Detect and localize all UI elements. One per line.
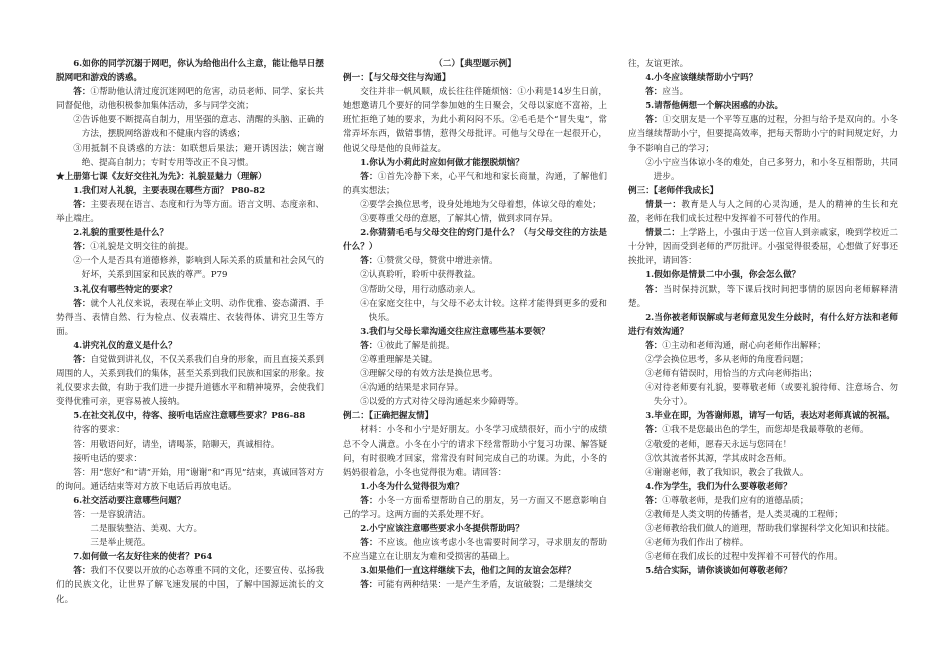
answer-item bbox=[343, 381, 607, 395]
paragraph-text: ①礼貌是文明交往的前提。 bbox=[90, 242, 194, 253]
answer-item bbox=[56, 536, 324, 550]
answer bbox=[56, 240, 324, 254]
answer-label: 答： bbox=[645, 340, 663, 351]
question bbox=[56, 57, 324, 85]
answer bbox=[56, 564, 324, 606]
paragraph-text: ①帮助他认清过度沉迷网吧的危害，动员老师、同学、家长共同督促他，动他积极参加集体活动，多与同学交流； bbox=[56, 87, 324, 112]
paragraph-text: 自觉做到讲礼仪，不仅关系我们自身的形象，而且直接关系到周围的人，关系到我们的集体，甚至关系到我们民族和国家的形象。按礼仪要求去做，有助于我们进一步提升道德水平和精神境界，会使我们变得优雅可亲，更容易被人接纳。 bbox=[56, 354, 324, 408]
paragraph-text: 2.当你被老师误解或与老师意见发生分歧时，有什么好方法和老师进行有效沟通？ bbox=[628, 312, 898, 337]
column-right bbox=[628, 57, 898, 578]
section-heading bbox=[343, 71, 607, 85]
answer-label: 答： bbox=[360, 580, 378, 591]
answer-label: 答： bbox=[360, 256, 378, 267]
paragraph-text: ①彼此了解是前提。 bbox=[377, 340, 455, 351]
answer-item bbox=[628, 522, 898, 536]
answer-item bbox=[628, 353, 898, 367]
paragraph-text: ⑤老师在我们成长的过程中发挥着不可替代的作用。 bbox=[645, 552, 843, 563]
section-heading bbox=[56, 170, 324, 184]
paragraph-text: 答：用“您好”和“请”开始，用“谢谢”和“再见”结束，真诚回答对方的询问。通话结束等对方放下电话后再放电话。 bbox=[56, 467, 324, 492]
section-heading bbox=[343, 409, 607, 423]
question bbox=[56, 283, 324, 297]
paragraph-text: ⑤以爱的方式对待父母沟通起来少障碍等。 bbox=[360, 397, 524, 408]
answer-item bbox=[628, 367, 898, 381]
answer-item bbox=[628, 381, 898, 409]
question bbox=[343, 325, 607, 339]
paragraph-text: 例二：【正确把握友情】 bbox=[343, 411, 434, 422]
answer-label: 答： bbox=[360, 340, 378, 351]
paragraph-text: ①我不是您最出色的学生，而您却是我最尊敬的老师。 bbox=[662, 425, 869, 436]
answer bbox=[56, 353, 324, 409]
paragraph-text: ④在家庭交往中，与父母不必太计较。这样才能得到更多的爱和快乐。 bbox=[360, 298, 607, 323]
paragraph-text: ③用抵制不良诱惑的方法：如联想后果法；避开诱因法；婉言谢绝、提高自制力；专时专用等改正不良习惯。 bbox=[73, 143, 324, 168]
answer bbox=[343, 536, 607, 564]
question bbox=[628, 71, 898, 85]
paragraph-text: （二）【典型题示例】 bbox=[434, 59, 516, 69]
paragraph-text: ③老师有错误时，用恰当的方式向老师指出； bbox=[645, 369, 818, 380]
answer-item bbox=[628, 452, 898, 466]
column-left bbox=[56, 57, 324, 607]
answer bbox=[56, 198, 324, 226]
answer-item bbox=[343, 268, 607, 282]
paragraph-text: 1.我们对人礼貌，主要表现在哪些方面？ P80-82 bbox=[73, 185, 266, 196]
answer bbox=[56, 85, 324, 113]
answer bbox=[343, 170, 607, 198]
answer-item bbox=[56, 113, 324, 141]
paragraph-text: 教育是人与人之间的心灵沟通，是人的精神的生长和充盈，老师在我们成长过程中发挥着不可替代的作用。 bbox=[628, 199, 898, 225]
answer-item bbox=[343, 283, 607, 297]
answer bbox=[628, 113, 898, 155]
paragraph-text: 3.礼仪有哪些特定的要求？ bbox=[73, 284, 177, 295]
answer-label: 答： bbox=[645, 284, 664, 295]
paragraph-text: ①交朋友是一个平等互惠的过程，分担与给予是双向的。小冬应当继续帮助小宁，但要提高效率，把每天帮助小宁的时间规定好，力争不影响自己的学习； bbox=[628, 115, 898, 154]
paragraph-text: 答：用敬语问好，请坐，请喝茶，陪聊天，真诚相待。 bbox=[73, 439, 280, 450]
paragraph-text: 往，友谊更浓。 bbox=[628, 59, 689, 69]
paragraph-text: ②学会换位思考，多从老师的角度看问题； bbox=[645, 354, 809, 365]
answer-item bbox=[628, 508, 898, 522]
answer bbox=[343, 85, 607, 155]
paragraph-text: 6.社交活动要注意哪些问题？ bbox=[73, 495, 186, 506]
answer bbox=[628, 283, 898, 311]
paragraph-text: ④沟通的结果是求同存异。 bbox=[360, 383, 464, 394]
question bbox=[343, 226, 607, 254]
answer-label: 答： bbox=[645, 425, 663, 436]
answer bbox=[628, 198, 898, 226]
question bbox=[56, 339, 324, 353]
paragraph-text: 我们不仅要以开放的心态尊重不同的文化，还要宣传、弘扬我们的民族文化，让世界了解飞速发展的中国，了解中国源远流长的文化。 bbox=[56, 566, 324, 605]
answer-label: 答： bbox=[73, 566, 91, 577]
paragraph-text: 3.如果他们一直这样继续下去，他们之间的友谊会怎样？ bbox=[360, 566, 576, 577]
answer-item bbox=[343, 212, 607, 226]
answer-label: 答： bbox=[73, 298, 91, 309]
paragraph-text: 就个人礼仪来说，表现在举止文明、动作优雅、姿态潇洒、手势得当、表情自然、行为检点、仪表端庄、衣装得体、讲究卫生等方面。 bbox=[56, 298, 324, 337]
answer-item bbox=[628, 466, 898, 480]
answer bbox=[343, 254, 607, 268]
paragraph-text: 待客的要求： bbox=[73, 425, 125, 436]
paragraph-text: ③要尊重父母的意愿，了解其心情，做到求同存异。 bbox=[360, 214, 558, 225]
column-middle bbox=[343, 57, 607, 593]
answer-item bbox=[343, 353, 607, 367]
paragraph-text: 上学路上，小强由于送一位盲人到亲戚家，晚到学校近二十分钟，因而受到老师的严厉批评。小强觉得很委屈，心想做了好事还挨批评，请回答： bbox=[628, 228, 898, 267]
answer-label: 答： bbox=[73, 354, 91, 365]
answer-label: 答： bbox=[645, 115, 663, 126]
section-heading bbox=[628, 184, 898, 198]
paragraph-text: ④老师为我们作出了榜样。 bbox=[645, 538, 749, 549]
answer-item bbox=[628, 536, 898, 550]
answer bbox=[56, 423, 324, 437]
answer bbox=[343, 423, 607, 479]
answer bbox=[56, 508, 324, 522]
paragraph-text: ③饮其流者怀其源，学其成时念吾师。 bbox=[645, 453, 792, 464]
answer-label: 答： bbox=[73, 199, 91, 210]
paragraph-text: 可能有两种结果：一是产生矛盾，友谊破裂；二是继续交 bbox=[377, 580, 593, 591]
paragraph-text: ①首先冷静下来，心平气和地和家长商量，沟通，了解他们的真实想法； bbox=[343, 171, 607, 196]
answer bbox=[56, 466, 324, 494]
answer-label: 答： bbox=[73, 242, 91, 253]
answer bbox=[56, 297, 324, 339]
answer bbox=[56, 438, 324, 452]
answer-item bbox=[343, 367, 607, 381]
paragraph-text: 4.作为学生，我们为什么要尊敬老师？ bbox=[645, 481, 792, 492]
question bbox=[343, 522, 607, 536]
paragraph-text: 二是服装整洁、美观、大方。 bbox=[90, 524, 203, 535]
answer bbox=[628, 85, 898, 99]
question bbox=[628, 409, 898, 423]
answer-item bbox=[343, 395, 607, 409]
answer-label: 情景一： bbox=[645, 199, 682, 210]
question bbox=[628, 480, 898, 494]
paragraph-text: ②小宁应当体谅小冬的难处，自己多努力，和小冬互相帮助，共同进步。 bbox=[645, 157, 898, 182]
answer-item bbox=[343, 198, 607, 212]
answer bbox=[628, 226, 898, 268]
paragraph-text: 2.小宁应该注意哪些要求小冬提供帮助吗？ bbox=[360, 524, 524, 535]
paragraph-text: 主要表现在语言、态度和行为等方面。语言文明、态度亲和、举止端庄。 bbox=[56, 199, 324, 225]
answer-item bbox=[56, 254, 324, 282]
answer-label: 答： bbox=[645, 87, 663, 98]
answer-label: 答： bbox=[360, 538, 378, 549]
answer-item bbox=[343, 297, 607, 325]
paragraph-text: 1.你认为小莉此时应如何做才能摆脱烦恼？ bbox=[360, 157, 524, 168]
paragraph-text: ④对待老师要有礼貌，要尊敬老师（或要礼貌待师、注意场合、勿失分寸）。 bbox=[645, 383, 898, 408]
answer bbox=[628, 423, 898, 437]
question bbox=[56, 184, 324, 198]
answer bbox=[343, 578, 607, 592]
paragraph-text: 7.如何做一名友好往来的使者？P64 bbox=[73, 552, 213, 563]
paragraph-text: 1.小冬为什么觉得很为难？ bbox=[360, 481, 464, 492]
paragraph-text: ②告诉他要不断提高自制力，用坚强的意志、清醒的头脑、正确的方法，摆脱网络游戏和不健康内容的诱惑； bbox=[73, 115, 324, 140]
answer bbox=[628, 494, 898, 508]
paragraph-text: 当时保持沉默，等下课后找时间把事情的原因向老师解释清楚。 bbox=[628, 284, 898, 309]
question bbox=[56, 494, 324, 508]
answer-item bbox=[628, 438, 898, 452]
paragraph-text: 5.请帮他俩想一个解决困惑的办法。 bbox=[645, 101, 784, 112]
paragraph-text: 3.毕业在即，为答谢师恩，请写一句话，表达对老师真诚的祝福。 bbox=[645, 411, 895, 422]
answer-item bbox=[628, 156, 898, 184]
paragraph-text: 应当。 bbox=[662, 87, 689, 98]
question bbox=[56, 550, 324, 564]
paragraph-text: ①赞赏父母，赞赏中增进亲情。 bbox=[377, 256, 498, 267]
answer-label: 情景二： bbox=[645, 228, 681, 239]
question bbox=[343, 156, 607, 170]
question bbox=[343, 480, 607, 494]
paragraph-text: 小冬一方面希望帮助自己的朋友，另一方面又不愿意影响自己的学习。这两方面的关系处理不好。 bbox=[343, 495, 607, 520]
paragraph-text: ★上册第七课《友好交往礼为先》：礼貌显魅力（理解） bbox=[56, 171, 267, 182]
paragraph-text: 三是举止规范。 bbox=[90, 538, 151, 549]
paragraph-text: ③理解父母的有效方法是换位思考。 bbox=[360, 369, 498, 380]
answer-label: 答： bbox=[360, 495, 378, 506]
paragraph-text: ③老师教给我们做人的道理，帮助我们掌握科学文化知识和技能。 bbox=[645, 524, 895, 535]
paragraph-text: ①尊敬老师，是我们应有的道德品质； bbox=[662, 495, 809, 506]
paragraph-text: ②尊重理解是关键。 bbox=[360, 354, 438, 365]
answer-item bbox=[56, 522, 324, 536]
paragraph-text: 材料：小冬和小宁是好朋友。小冬学习成绩很好，而小宁的成绩总不令人满意。小冬在小宁的请求下经常帮助小宁复习功课、解答疑问，有时很晚才回家，常常没有时间完成自己的功课。为此，小冬的妈妈很着急，小冬也觉得很为难。请回答： bbox=[343, 425, 607, 478]
answer-label: 答： bbox=[645, 495, 663, 506]
question bbox=[56, 226, 324, 240]
answer bbox=[628, 339, 898, 353]
paragraph-text: ④谢谢老师，教了我知识，教会了我做人。 bbox=[645, 467, 809, 478]
question bbox=[628, 268, 898, 282]
answer-item bbox=[628, 550, 898, 564]
paragraph-text: 接听电话的要求： bbox=[73, 453, 142, 464]
paragraph-text: 4.讲究礼仪的意义是什么？ bbox=[73, 340, 177, 351]
paragraph bbox=[628, 57, 898, 71]
paragraph-text: 5.结合实际，请你谈谈如何尊敬老师？ bbox=[645, 566, 792, 577]
question bbox=[628, 311, 898, 339]
paragraph-text: ②敬爱的老师，愿春天永远与您同在！ bbox=[645, 439, 792, 450]
paragraph-text: ②一个人是否具有道德修养，影响到人际关系的质量和社会风气的好坏，关系到国家和民族的尊严。P79 bbox=[73, 256, 324, 281]
answer-item bbox=[56, 142, 324, 170]
paragraph-text: 2.礼貌的重要性是什么？ bbox=[73, 228, 169, 239]
answer bbox=[343, 339, 607, 353]
question bbox=[343, 564, 607, 578]
paragraph-text: ②要学会换位思考，设身处地地为父母着想，体谅父母的难处； bbox=[360, 199, 601, 210]
paragraph-text: 6.如你的同学沉溺于网吧，你认为给他出什么主意，能让他早日摆脱网吧和游戏的诱惑。 bbox=[56, 59, 324, 84]
answer bbox=[56, 452, 324, 466]
paragraph-text: 3.我们与父母长辈沟通交往应注意哪些基本要领？ bbox=[360, 326, 550, 337]
question bbox=[628, 99, 898, 113]
paragraph-text: 2.你猜猜毛毛与父母交往的窍门是什么？（与父母交往的方法是什么？） bbox=[343, 228, 607, 253]
paragraph-text: 5.在社交礼仪中，待客、接听电话应注意哪些要求？P86-88 bbox=[73, 411, 306, 422]
paragraph-text: 交往并非一帆风顺，成长往往伴随烦恼：①小莉是14岁生日前，她想邀请几个要好的同学参加她的生日聚会，父母以家庭不富裕，上班忙拒绝了她的要求，为此小莉闷闷不乐。②毛毛是个“冒失鬼”，常常弄坏东西，做错事情，惹得父母批评。可他与父母在一起很开心，他说父母是他的良师益友。 bbox=[343, 87, 607, 154]
paragraph-text: 不应该。他应该考虑小冬也需要时间学习，寻求朋友的帮助不应当建立在让朋友为难和受损害的基础上。 bbox=[343, 538, 607, 563]
paragraph-text: 答：一是容貌清洁。 bbox=[73, 510, 151, 520]
paragraph-text: 例三：【老师伴我成长】 bbox=[628, 185, 719, 196]
paragraph-text: ③帮助父母，用行动感动亲人。 bbox=[360, 284, 481, 295]
paragraph-text: ②教师是人类文明的传播者，是人类灵魂的工程师； bbox=[645, 510, 843, 520]
paragraph-text: 1.假如你是情景二中小强，你会怎么做？ bbox=[645, 270, 801, 281]
answer-label: 答： bbox=[360, 171, 378, 182]
section-heading bbox=[343, 57, 607, 71]
paragraph-text: ①主动和老师沟通，耐心向老师作出解释； bbox=[662, 340, 826, 351]
question bbox=[628, 564, 898, 578]
answer-label: 答： bbox=[73, 87, 91, 98]
paragraph-text: 例一：【与父母交往与沟通】 bbox=[343, 73, 451, 84]
question bbox=[56, 409, 324, 423]
answer bbox=[343, 494, 607, 522]
paragraph-text: ②认真聆听，聆听中获得教益。 bbox=[360, 270, 481, 281]
paragraph-text: 4.小冬应该继续帮助小宁吗？ bbox=[645, 73, 758, 84]
